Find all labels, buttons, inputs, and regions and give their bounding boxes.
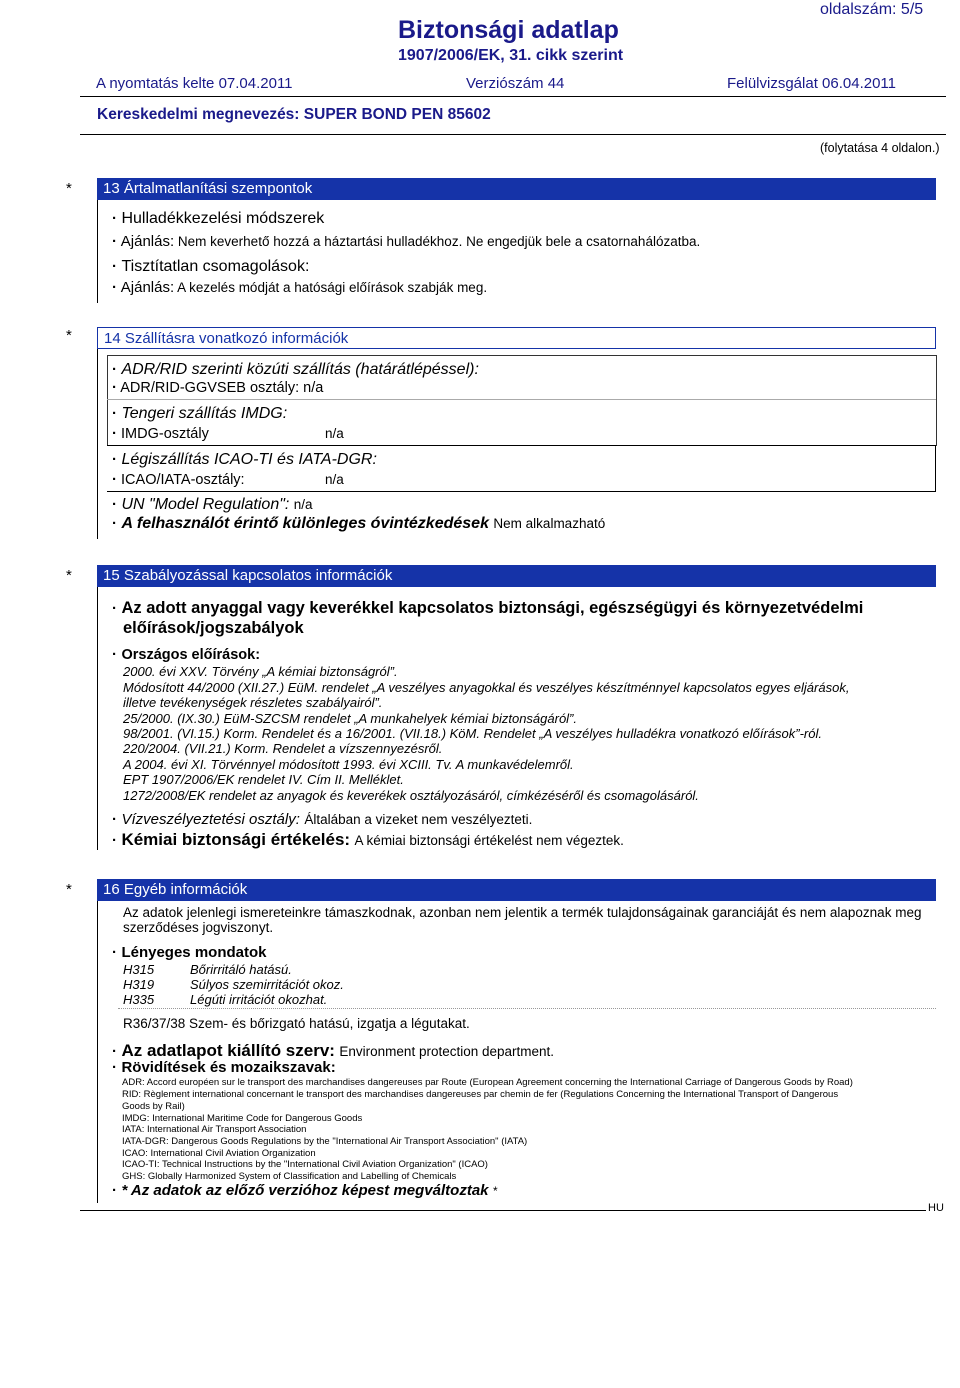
water-hazard-class: · Vízveszélyeztetési osztály: Általában a vizeket nem veszélyezteti. (112, 811, 533, 828)
regulation-line: Módosított 44/2000 (XII.27.) EüM. rendelet „A veszélyes anyagokkal és veszélyes készítménnyel kapcsolatos egyes eljárások, (123, 680, 850, 695)
waste-recommendation: · Ajánlás: Nem keverhető hozzá a háztartási hulladékhoz. Ne engedjük bele a csatornahálózatba. (112, 233, 701, 250)
abbreviation-line: IATA: International Air Transport Association (122, 1124, 307, 1135)
adr-heading-text: ADR/RID szerinti közúti szállítás (határátlépéssel): (121, 361, 479, 378)
csa-value: A kémiai biztonsági értékelést nem végeztek. (354, 833, 624, 848)
transport-divider-3 (107, 491, 936, 492)
h-phrase-text: Légúti irritációt okozhat. (190, 992, 328, 1007)
changes-note-star: * (492, 1184, 498, 1198)
regulations-heading-line2: előírások/jogszabályok (123, 619, 304, 637)
continuation-note: (folytatása 4 oldalon.) (820, 141, 940, 155)
regulation-line: 98/2001. (VI.15.) Korm. Rendelet és a 16/2001. (VII.18.) KöM. Rendelet „A veszélyes hulladékra vonatkozó előírások”-ról. (123, 726, 822, 741)
abbreviation-line: ADR: Accord européen sur le transport des marchandises dangereuses par Route (European Agreement concerning the International Carriage of Dangerous Goods by Road) (122, 1077, 853, 1088)
change-marker: * (66, 881, 72, 898)
uncleaned-packaging-heading: Tisztítatlan csomagolások: (121, 258, 310, 275)
adr-class: · ADR/RID-GGVSEB osztály: n/a (112, 379, 324, 396)
section-15-border (97, 587, 98, 850)
issuing-department: · Az adatlapot kiállító szerv: Environment protection department. (112, 1041, 555, 1060)
regulations-heading-line1: Az adott anyaggal vagy keverékkel kapcsolatos biztonsági, egészségügyi és környezetvédelmi (121, 599, 864, 617)
special-precautions-value: Nem alkalmazható (493, 516, 606, 531)
csa-label: Kémiai biztonsági értékelés: (121, 830, 351, 849)
document-title: Biztonsági adatlap (398, 16, 619, 44)
national-regulations: · Országos előírások: (112, 646, 261, 663)
icao-class: · ICAO/IATA-osztály: (112, 471, 245, 488)
print-date: A nyomtatás kelte 07.04.2011 (96, 75, 293, 92)
relevant-phrases: · Lényeges mondatok (112, 944, 267, 961)
abbreviations: · Rövidítések és mozaikszavak: (112, 1059, 336, 1076)
changes-note: · * Az adatok az előző verzióhoz képest megváltoztak * (112, 1182, 498, 1199)
section-14-border (97, 349, 98, 539)
section-13-header: 13 Ártalmatlanítási szempontok (97, 178, 936, 200)
h-phrase-text: Bőrirritáló hatású. (190, 962, 292, 977)
disclaimer-line2: szerződéses jogviszonyt. (123, 920, 274, 935)
transport-divider-2 (107, 445, 936, 446)
abbreviation-line: Goods by Rail) (122, 1101, 185, 1112)
trade-name-value: SUPER BOND PEN 85602 (303, 106, 491, 123)
issuing-department-value: Environment protection department. (339, 1044, 555, 1059)
icao-class-label: ICAO/IATA-osztály: (121, 472, 245, 488)
abbreviation-line: ICAO-TI: Technical Instructions by the "International Civil Aviation Organization" (ICAO) (122, 1159, 488, 1170)
document-subtitle: 1907/2006/EK, 31. cikk szerint (398, 47, 624, 64)
disclaimer-line1: Az adatok jelenlegi ismereteinkre támaszkodnak, azonban nem jelentik a termék tulajdonságainak garanciáját és nem alapoznak meg (123, 905, 922, 920)
relevant-phrases-label: Lényeges mondatok (121, 944, 267, 961)
h-phrase-code: H319 (123, 977, 155, 992)
imdg-class-value: n/a (325, 426, 344, 441)
national-regulations-label: Országos előírások: (121, 647, 261, 663)
air-heading: · Légiszállítás ICAO-TI és IATA-DGR: (112, 451, 377, 468)
r-phrase: R36/37/38 Szem- és bőrizgató hatású, izgatja a légutakat. (123, 1016, 470, 1031)
recommendation-label: Ajánlás: (120, 279, 175, 296)
un-regulation: · UN "Model Regulation": n/a (112, 496, 313, 513)
waste-methods: · Hulladékkezelési módszerek (112, 210, 325, 227)
section-15-header: 15 Szabályozással kapcsolatos információk (97, 565, 936, 587)
sea-heading-text: Tengeri szállítás IMDG: (121, 405, 288, 422)
changes-note-label: * Az adatok az előző verzióhoz képest megváltoztak (121, 1182, 489, 1199)
chemical-safety-assessment: · Kémiai biztonsági értékelés: A kémiai biztonsági értékelést nem végeztek. (112, 830, 624, 849)
regulation-line: EPT 1907/2006/EK rendelet IV. Cím II. Melléklet. (123, 772, 404, 787)
abbreviations-label: Rövidítések és mozaikszavak: (121, 1059, 336, 1076)
issuing-department-label: Az adatlapot kiállító szerv: (121, 1041, 335, 1060)
sea-heading: · Tengeri szállítás IMDG: (112, 405, 288, 422)
language-code: HU (928, 1202, 944, 1214)
imdg-class-label: IMDG-osztály (121, 426, 209, 442)
transport-box-right (935, 445, 936, 491)
section-13-border (97, 200, 98, 303)
regulation-line: 1272/2008/EK rendelet az anyagok és keverékek osztályozásáról, címkézéséről és csomagolásáról. (123, 788, 699, 803)
recommendation-text: Nem keverhető hozzá a háztartási hulladékhoz. Ne engedjük bele a csatornahálózatba. (177, 234, 701, 249)
adr-class-value: n/a (303, 380, 324, 396)
water-hazard-value: Általában a vizeket nem veszélyezteti. (304, 812, 533, 827)
packaging-recommendation: · Ajánlás: A kezelés módját a hatósági előírások szabják meg. (112, 279, 488, 296)
section-16-border (97, 901, 98, 1203)
phrase-separator (118, 1008, 936, 1009)
water-hazard-label: Vízveszélyeztetési osztály: (121, 811, 300, 828)
h-phrase-code: H335 (123, 992, 155, 1007)
un-regulation-label: UN "Model Regulation": (121, 496, 290, 513)
page-number: oldalszám: 5/5 (820, 1, 924, 18)
regulation-line: 220/2004. (VII.21.) Korm. Rendelet a vízszennyezésről. (123, 741, 443, 756)
recommendation-text: A kezelés módját a hatósági előírások szabják meg. (177, 280, 488, 295)
change-marker: * (66, 567, 72, 584)
abbreviation-line: RID: Règlement international concernant le transport des marchandises dangereuses par chemin de fer (Regulations Concerning the International Transport of Dangerous (122, 1089, 839, 1100)
section-16-header: 16 Egyéb információk (97, 879, 936, 901)
abbreviation-line: ICAO: International Civil Aviation Organization (122, 1148, 316, 1159)
recommendation-label: Ajánlás: (120, 233, 175, 250)
change-marker: * (66, 180, 72, 197)
un-regulation-value: n/a (293, 497, 313, 512)
section-14-header: 14 Szállításra vonatkozó információk (97, 327, 936, 349)
abbreviation-line: IMDG: International Maritime Code for Dangerous Goods (122, 1113, 363, 1124)
transport-divider-1 (107, 399, 936, 400)
regulations-heading: · Az adott anyaggal vagy keverékkel kapcsolatos biztonsági, egészségügyi és környezetvédelmi (112, 599, 864, 617)
imdg-class: · IMDG-osztály (112, 425, 209, 442)
special-precautions-label: A felhasználót érintő különleges óvintézkedések (121, 515, 489, 532)
trade-name-label: Kereskedelmi megnevezés: (97, 106, 300, 123)
version-number: Verziószám 44 (466, 75, 565, 92)
abbreviation-line: IATA-DGR: Dangerous Goods Regulations by the "International Air Transport Association" (IATA) (122, 1136, 528, 1147)
trade-name (97, 106, 491, 124)
regulation-line: A 2004. évi XI. Törvénnyel módosított 1993. évi XCIII. Tv. A munkavédelemről. (123, 757, 574, 772)
uncleaned-packaging: · Tisztítatlan csomagolások: (112, 258, 310, 275)
h-phrase-code: H315 (123, 962, 155, 977)
special-precautions: · A felhasználót érintő különleges óvintézkedések Nem alkalmazható (112, 515, 606, 532)
h-phrase-text: Súlyos szemirritációt okoz. (190, 977, 344, 992)
footer-rule (80, 1210, 926, 1211)
air-heading-text: Légiszállítás ICAO-TI és IATA-DGR: (121, 451, 377, 468)
header-rule-bottom (80, 134, 946, 135)
icao-class-value: n/a (325, 472, 344, 487)
regulation-line: 2000. évi XXV. Törvény „A kémiai biztonságról”. (123, 664, 398, 679)
adr-class-label: ADR/RID-GGVSEB osztály: (120, 380, 300, 396)
regulation-line: 25/2000. (IX.30.) EüM-SZCSM rendelet „A munkahelyek kémiai biztonságáról”. (123, 711, 577, 726)
header-rule-top (80, 96, 946, 97)
change-marker: * (66, 327, 72, 344)
adr-heading: · ADR/RID szerinti közúti szállítás (határátlépéssel): (112, 361, 479, 378)
waste-methods-heading: Hulladékkezelési módszerek (121, 210, 325, 227)
regulation-line: illetve tevékenységek részletes szabályairól”. (123, 695, 383, 710)
revision-date: Felülvizsgálat 06.04.2011 (727, 75, 896, 92)
abbreviation-line: GHS: Globally Harmonized System of Classification and Labelling of Chemicals (122, 1171, 457, 1182)
